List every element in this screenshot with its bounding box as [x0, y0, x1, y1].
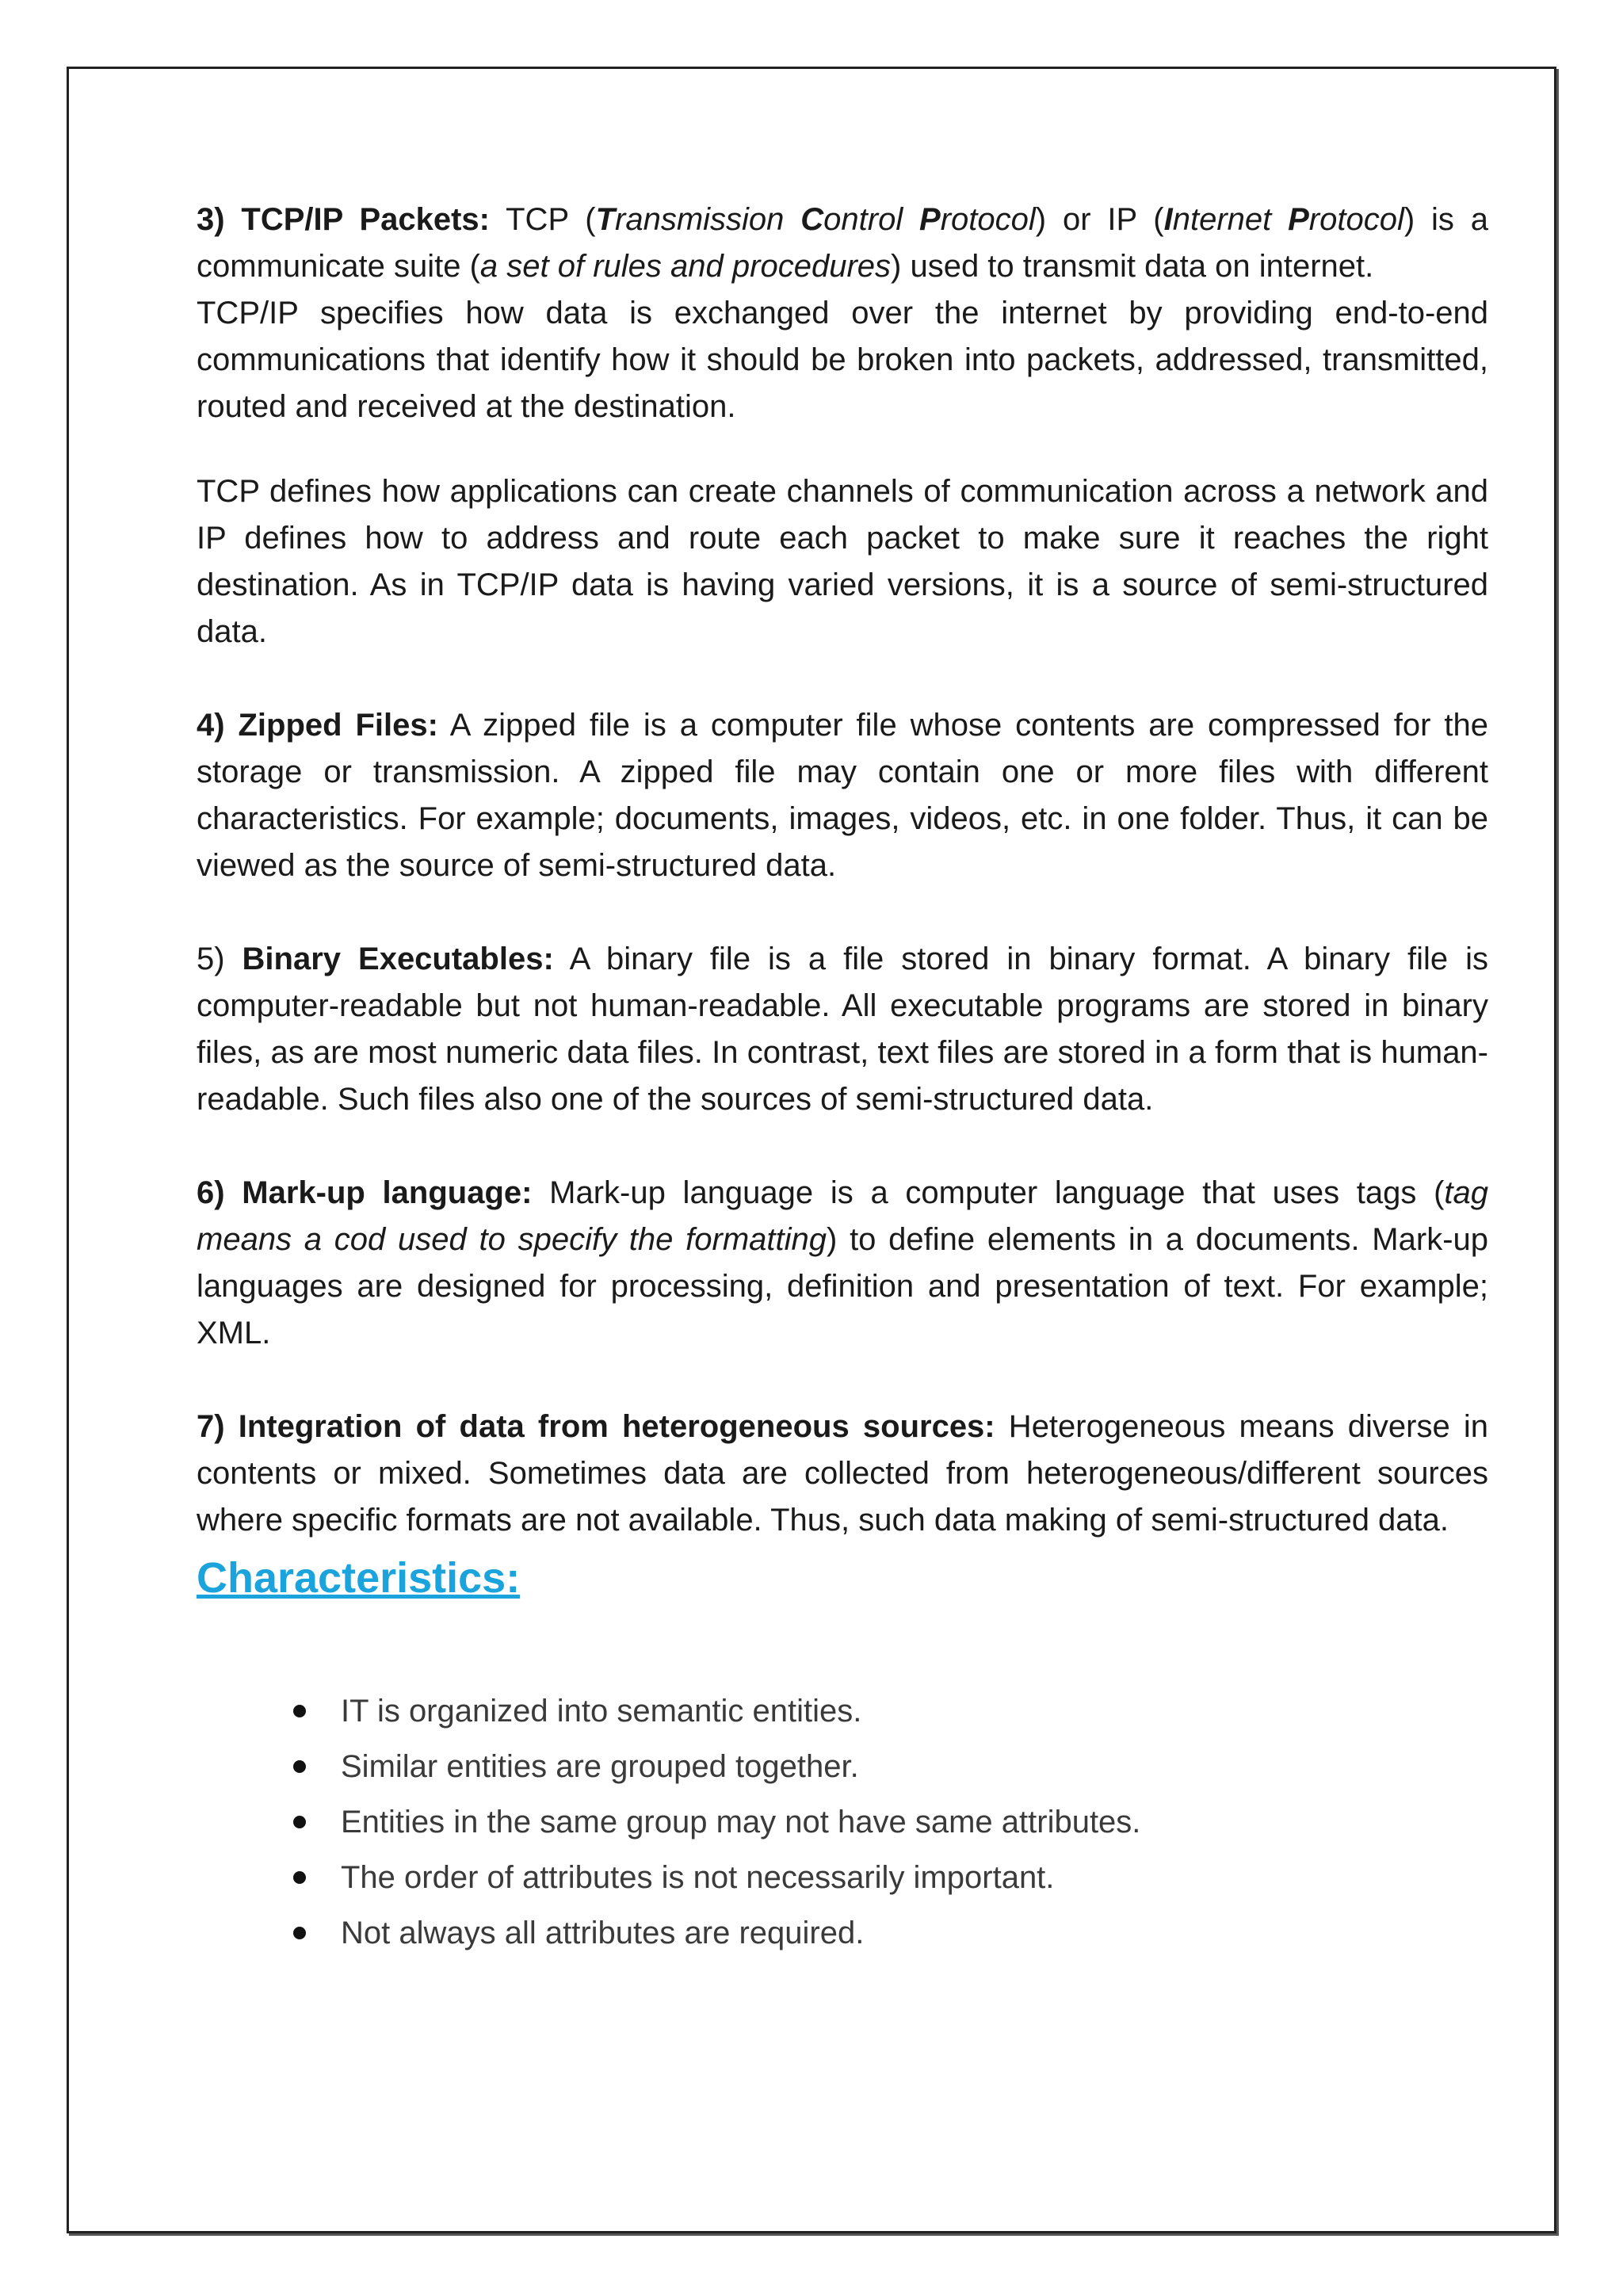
tcp-letter-p: P	[919, 202, 941, 237]
binary-executables-paragraph	[197, 936, 1488, 1123]
markup-language-italic: tag means a cod used to specify the formatting	[197, 1175, 1489, 1257]
tcp-word-transmission: ransmission	[615, 202, 801, 237]
zipped-files-label: 4) Zipped Files:	[197, 708, 438, 743]
markup-language-label: 6) Mark-up language:	[197, 1175, 533, 1210]
tcp-ip-label: TCP/IP Packets:	[241, 202, 490, 237]
tcp-ip-text-3: ) is a communicate suite (	[197, 202, 1488, 284]
markup-language-text-2: ) to define elements in a documents. Mark-up languages are designed for processing, definition and presentation of text. For example; XML.	[197, 1222, 1489, 1350]
binary-executables-number: 5)	[197, 942, 242, 976]
list-item: Similar entities are grouped together.	[293, 1739, 1488, 1794]
ip-letter-p: P	[1288, 202, 1309, 237]
document-body	[197, 197, 1488, 1961]
markup-language-text-1: Mark-up language is a computer language that uses tags (	[532, 1175, 1445, 1210]
tcp-word-protocol: rotocol	[940, 202, 1036, 237]
integration-label: 7) Integration of data from heterogeneous sources:	[197, 1409, 995, 1444]
binary-executables-label: Binary Executables:	[242, 942, 554, 976]
tcp-ip-text-4: ) used to transmit data on internet.	[891, 249, 1374, 284]
ip-word-internet: nternet	[1172, 202, 1289, 237]
list-item: Not always all attributes are required.	[293, 1905, 1488, 1961]
tcp-ip-paragraph-3: TCP defines how applications can create channels of communication across a network and IP defines how to address and route each packet to make sure it reaches the right destination. As in TCP/IP data is having varied versions, it is a source of semi-structured data.	[197, 474, 1488, 649]
tcp-ip-text-1: TCP (	[490, 202, 596, 237]
zipped-files-paragraph	[197, 702, 1488, 889]
tcp-expansion	[596, 202, 1036, 237]
ip-letter-i: I	[1163, 202, 1173, 237]
integration-text: Heterogeneous means diverse in contents or mixed. Sometimes data are collected from heterogeneous/different sources where specific formats are not available. Thus, such data making of semi-structured data.	[197, 1409, 1488, 1538]
list-item: The order of attributes is not necessarily important.	[293, 1850, 1488, 1905]
list-item: IT is organized into semantic entities.	[293, 1683, 1488, 1739]
tcp-ip-number: 3)	[197, 202, 225, 237]
tcp-ip-paragraph	[197, 197, 1488, 290]
markup-language-paragraph	[197, 1170, 1488, 1357]
ip-expansion	[1164, 202, 1404, 237]
tcp-ip-heading	[197, 202, 490, 237]
tcp-letter-c: C	[800, 202, 824, 237]
characteristics-heading: Characteristics:	[197, 1554, 521, 1602]
tcp-ip-paragraph-2: TCP/IP specifies how data is exchanged over the internet by providing end-to-end communications that identify how it should be broken into packets, addressed, transmitted, routed and received at the destination.	[197, 296, 1488, 424]
zipped-files-text: A zipped file is a computer file whose contents are compressed for the storage or transmission. A zipped file may contain one or more files with different characteristics. For example; documents, images, videos, etc. in one folder. Thus, it can be viewed as the source of semi-structured data.	[197, 708, 1489, 883]
characteristics-list	[197, 1683, 1488, 1961]
tcp-word-control: ontrol	[823, 202, 920, 237]
ip-word-protocol: rotocol	[1308, 202, 1404, 237]
integration-paragraph	[197, 1404, 1488, 1544]
binary-executables-text: A binary file is a file stored in binary format. A binary file is computer-readable but not human-readable. All executable programs are stored in binary files, as are most numeric data files. In contrast, text files are stored in a form that is human-readable. Such files also one of the sources of semi-structured data.	[197, 942, 1488, 1117]
tcp-letter-t: T	[595, 202, 615, 237]
tcp-ip-text-2: ) or IP (	[1035, 202, 1164, 237]
tcp-ip-italic-rules: a set of rules and procedures	[479, 249, 892, 284]
list-item: Entities in the same group may not have same attributes.	[293, 1794, 1488, 1850]
